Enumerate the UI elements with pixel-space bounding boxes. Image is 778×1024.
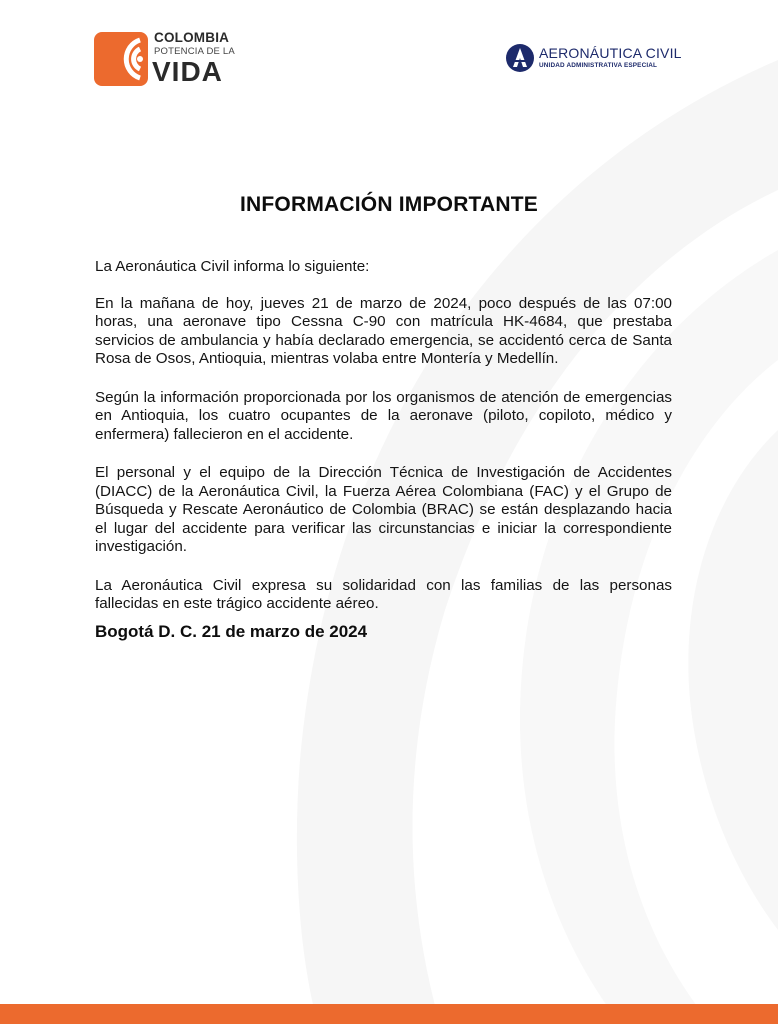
aeronautica-civil-logo bbox=[505, 42, 685, 76]
logo-text-vida: VIDA bbox=[152, 56, 223, 87]
colombia-logo-mark bbox=[94, 32, 148, 86]
document-body bbox=[95, 258, 672, 634]
signature-date: Bogotá D. C. 21 de marzo de 2024 bbox=[95, 622, 368, 641]
aeronautica-seal-icon bbox=[505, 43, 535, 73]
paragraph-intro: La Aeronáutica Civil informa lo siguiente: bbox=[95, 258, 370, 275]
logo-text-potencia: POTENCIA DE LA bbox=[154, 46, 235, 57]
aeronautica-subtitle: UNIDAD ADMINISTRATIVA ESPECIAL bbox=[539, 62, 658, 69]
paragraph-investigation: El personal y el equipo de la Dirección Técnica de Investigación de Accidentes (DIACC) de la Aeronáutica Civil, la Fuerza Aérea Colombiana (FAC) y el Grupo de Búsqueda y Rescate Aeronáutico de Colombia (BRAC) se están desplazando hacia el lugar del accidente para verificar las circunstancias e iniciar la correspondiente investigación. bbox=[95, 464, 672, 555]
aeronautica-name: AERONÁUTICA CIVIL bbox=[539, 45, 682, 61]
logo-text-colombia: COLOMBIA bbox=[154, 30, 230, 45]
paragraph-event: En la mañana de hoy, jueves 21 de marzo de 2024, poco después de las 07:00 horas, una aeronave tipo Cessna C-90 con matrícula HK-4684, que prestaba servicios de ambulancia y había declarado emergencia, se accidentó cerca de Santa Rosa de Osos, Antioquia, mientras volaba entre Montería y Medellín. bbox=[95, 294, 672, 367]
colombia-potencia-logo bbox=[94, 30, 254, 88]
paragraph-solidarity: La Aeronáutica Civil expresa su solidaridad con las familias de las personas fallecidas en este trágico accidente aéreo. bbox=[95, 576, 672, 612]
footer-bar bbox=[0, 1004, 778, 1024]
paragraph-occupants: Según la información proporcionada por los organismos de atención de emergencias en Antioquia, los cuatro ocupantes de la aeronave (piloto, copiloto, médico y enfermera) fallecieron en el accidente. bbox=[95, 388, 672, 443]
document-title: INFORMACIÓN IMPORTANTE bbox=[240, 193, 538, 216]
